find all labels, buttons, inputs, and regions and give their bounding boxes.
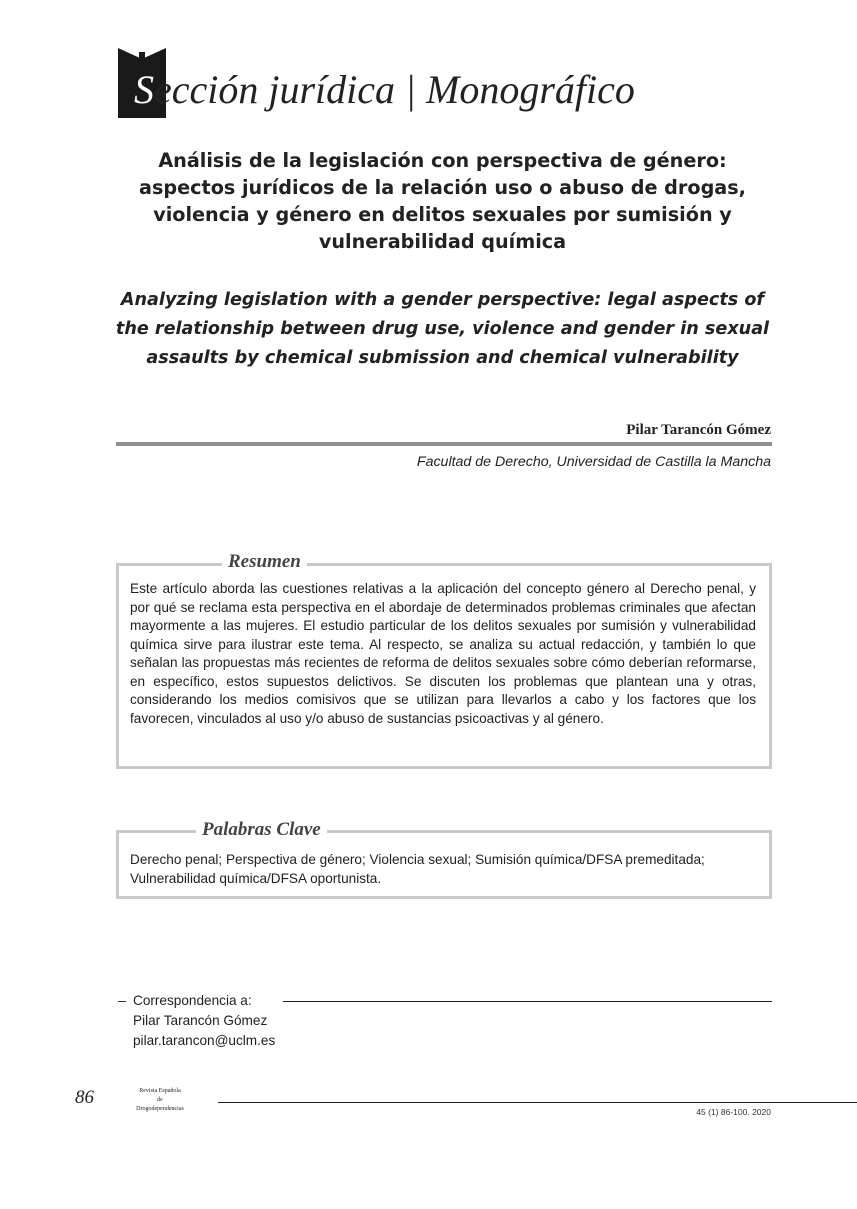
article-title-spanish: Análisis de la legislación con perspectiva de género: aspectos jurídicos de la relación uso o abuso de drogas, violencia y género en delitos sexuales por sumisión y vulnerabilidad química: [139, 149, 746, 253]
author-divider: [116, 442, 772, 446]
keywords-heading: Palabras Clave: [196, 819, 327, 841]
author-name: Pilar Tarancón Gómez: [626, 422, 771, 438]
journal-name: [125, 1087, 195, 1114]
section-title-initial: S: [134, 67, 154, 112]
abstract-heading: Resumen: [222, 551, 307, 573]
page-number: 86: [75, 1087, 94, 1108]
keywords-text: Derecho penal; Perspectiva de género; Violencia sexual; Sumisión química/DFSA premeditada; Vulnerabilidad química/DFSA oportunista.: [130, 852, 705, 886]
section-title: [134, 66, 694, 113]
journal-name-line-2: de: [157, 1097, 163, 1103]
correspondence-label: Correspondencia a:: [133, 993, 252, 1008]
section-title-rest: ección jurídica | Monográfico: [154, 67, 635, 112]
footer-divider: [218, 1102, 857, 1103]
journal-name-line-3: Drogodependencias: [136, 1106, 184, 1112]
article-title-english: Analyzing legislation with a gender perspective: legal aspects of the relationship between drug use, violence and gender in sexual assaults by chemical submission and chemical vulnerability: [115, 290, 770, 368]
correspondence-name: Pilar Tarancón Gómez: [133, 1013, 268, 1028]
correspondence-email: pilar.tarancon@uclm.es: [133, 1033, 276, 1048]
author-affiliation: Facultad de Derecho, Universidad de Castilla la Mancha: [416, 454, 771, 470]
correspondence-block: [133, 991, 275, 1051]
abstract-text: Este artículo aborda las cuestiones relativas a la aplicación del concepto género al Derecho penal, y por qué se reclama esta perspectiva en el abordaje de determinados problemas criminales que afectan mayormente a las mujeres. El estudio particular de los delitos sexuales por sumisión y vulnerabilidad química sirve para ilustrar este tema. Al respecto, se analiza su actual redacción, y también lo que señalan las propuestas más recientes de reforma de delitos sexuales sobre cómo deberían reformarse, en específico, estos supuestos delictivos. Se discuten los problemas que plantean una y otras, considerando los medios comisivos que se utilizan para llevarlos a cabo y los factores que los favorecen, vinculados al uso y/o abuso de sustancias psicoactivas y al género.: [130, 581, 756, 726]
correspondence-divider: [283, 1001, 772, 1002]
correspondence-dash: [118, 1001, 126, 1002]
journal-name-line-1: Revista Española: [139, 1088, 181, 1094]
issue-info: 45 (1) 86-100. 2020: [696, 1107, 771, 1117]
